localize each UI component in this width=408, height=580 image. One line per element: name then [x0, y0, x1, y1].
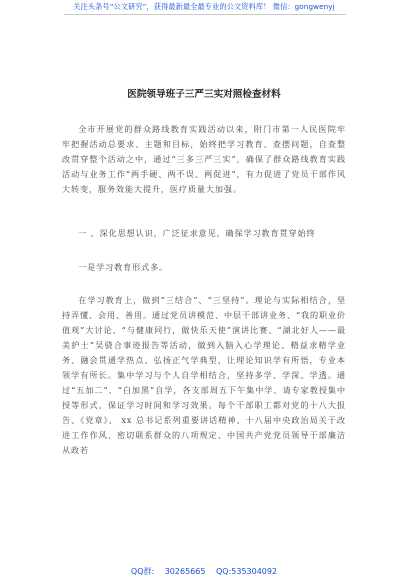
header-divider [64, 14, 346, 15]
body-paragraph-text: 在学习教育上，做到“三结合”、“三坚持”。理论与实际相结合，坚持弄懂、会用、善用。通过党员讲模范、中层干部讲业务、“我的职业价值观”大讨论、“与健康同行，做快乐天使”演讲比赛、“湖北好人——最美护士”吴骁合事迹报告等活动，做到入脑入心学理论、精益求精学业务、融会贯通学热点、弘扬正气学典型，让理论知识学有所悟，专业本领学有所长。集中学习与个人自学相结合，坚持多学、学深、学透。通过“五加二”、“白加黑”自学，各支部周五下午集中学、请专家教授集中授等形式，保证学习时间和学习效果。每个干部职工都对党的十八大报告、《党章》、 xx 总书记系列重要讲话精神、十八届中央政治局关于改进工作作风、密切联系群众的八项规定、中国共产党党员领导干部廉洁从政若 [62, 295, 346, 455]
section-heading-text: 一 、深化思想认识，广泛征求意见，确保学习教育贯穿始终 [78, 228, 316, 238]
document-title: 医院领导班子三严三实对照检查材料 [127, 89, 281, 100]
header-banner: 关注头条号“公文研究”，获得最新最全最专业的公文资料库！ 微信：gongwenyj [73, 2, 335, 11]
subsection-heading-text: 一是学习教育形式多。 [78, 262, 169, 272]
section-heading [62, 226, 346, 241]
intro-text: 全市开展党的群众路线教育实践活动以来，附门市第一人民医院牢牢把握活动总要求、主题和目标，始终把学习教育、查摆问题，自查整改贯穿整个活动之中，通过“三多三严三实”，确保了群众路线教育实践活动与业务工作“两手硬、两不误、两促进”，有力促进了党员干部作风大转变，服务效能大提升，医疗质量大加强。 [62, 124, 346, 194]
intro-paragraph [62, 122, 346, 197]
footer-contact: QQ群: 30265665 QQ:535304092 [130, 567, 278, 576]
subsection-heading [62, 260, 346, 275]
body-paragraph [62, 293, 346, 458]
